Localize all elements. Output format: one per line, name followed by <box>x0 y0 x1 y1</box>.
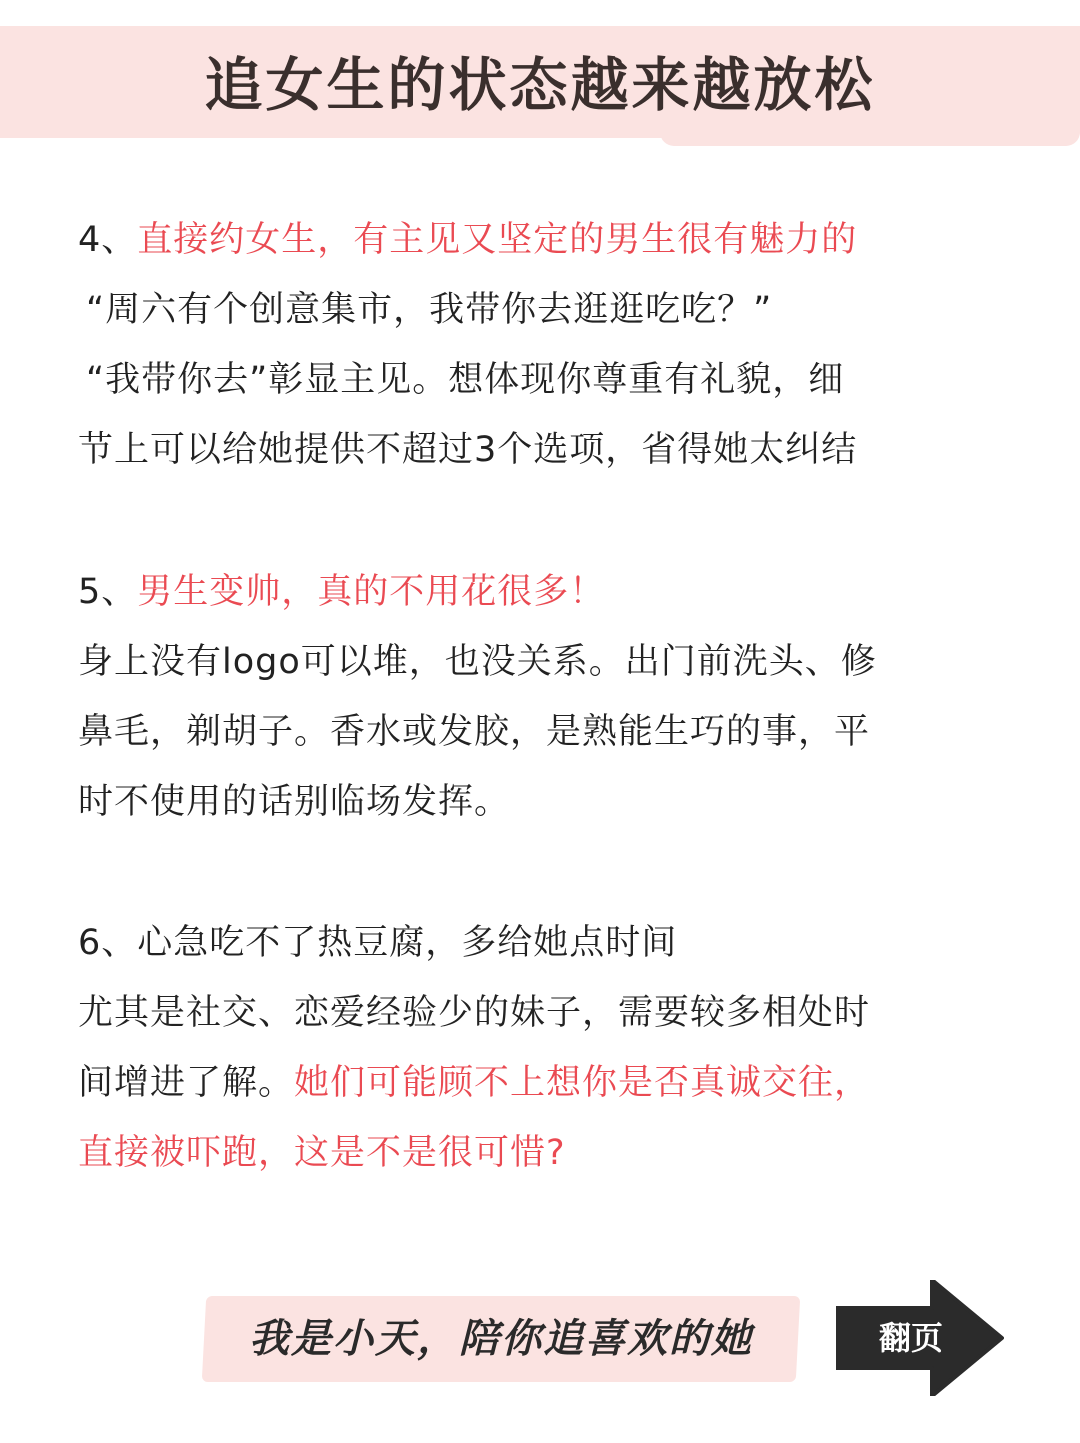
tip-text-line: 尤其是社交、恋爱经验少的妹子，需要较多相处时 <box>78 993 871 1033</box>
tip-text-line: 节上可以给她提供不超过3个选项，省得她太纠结 <box>78 430 858 470</box>
tip-text-line: 身上没有logo可以堆，也没关系。出门前洗头、修 <box>78 642 877 682</box>
tip-section-6 <box>78 908 1018 1188</box>
tip-text-line: 间增进了解。她们可能顾不上想你是否真诚交往， <box>78 1063 871 1103</box>
next-page-button[interactable] <box>836 1280 1004 1396</box>
tip-section-5 <box>78 557 1018 837</box>
tip-heading: 4、直接约女生，有主见又坚定的男生很有魅力的 <box>78 220 858 260</box>
tip-heading: 5、男生变帅，真的不用花很多！ <box>78 572 606 612</box>
tip-text-line: 时不使用的话别临场发挥。 <box>78 782 511 822</box>
tip-text-line: 鼻毛，剃胡子。香水或发胶，是熟能生巧的事，平 <box>78 712 871 752</box>
next-page-label: 翻页 <box>878 1319 943 1357</box>
tip-heading: 6、心急吃不了热豆腐，多给她点时间 <box>78 923 678 963</box>
page-title: 追女生的状态越来越放松 <box>204 51 876 119</box>
tip-section-4 <box>78 205 1018 485</box>
tip-text-line: “我带你去”彰显主见。想体现你尊重有礼貌，细 <box>86 360 845 400</box>
tip-text-line: 直接被吓跑，这是不是很可惜? <box>78 1133 566 1173</box>
tip-text-line: “周六有个创意集市，我带你去逛逛吃吃？” <box>86 290 773 330</box>
author-slogan: 我是小天，陪你追喜欢的她 <box>249 1315 753 1362</box>
